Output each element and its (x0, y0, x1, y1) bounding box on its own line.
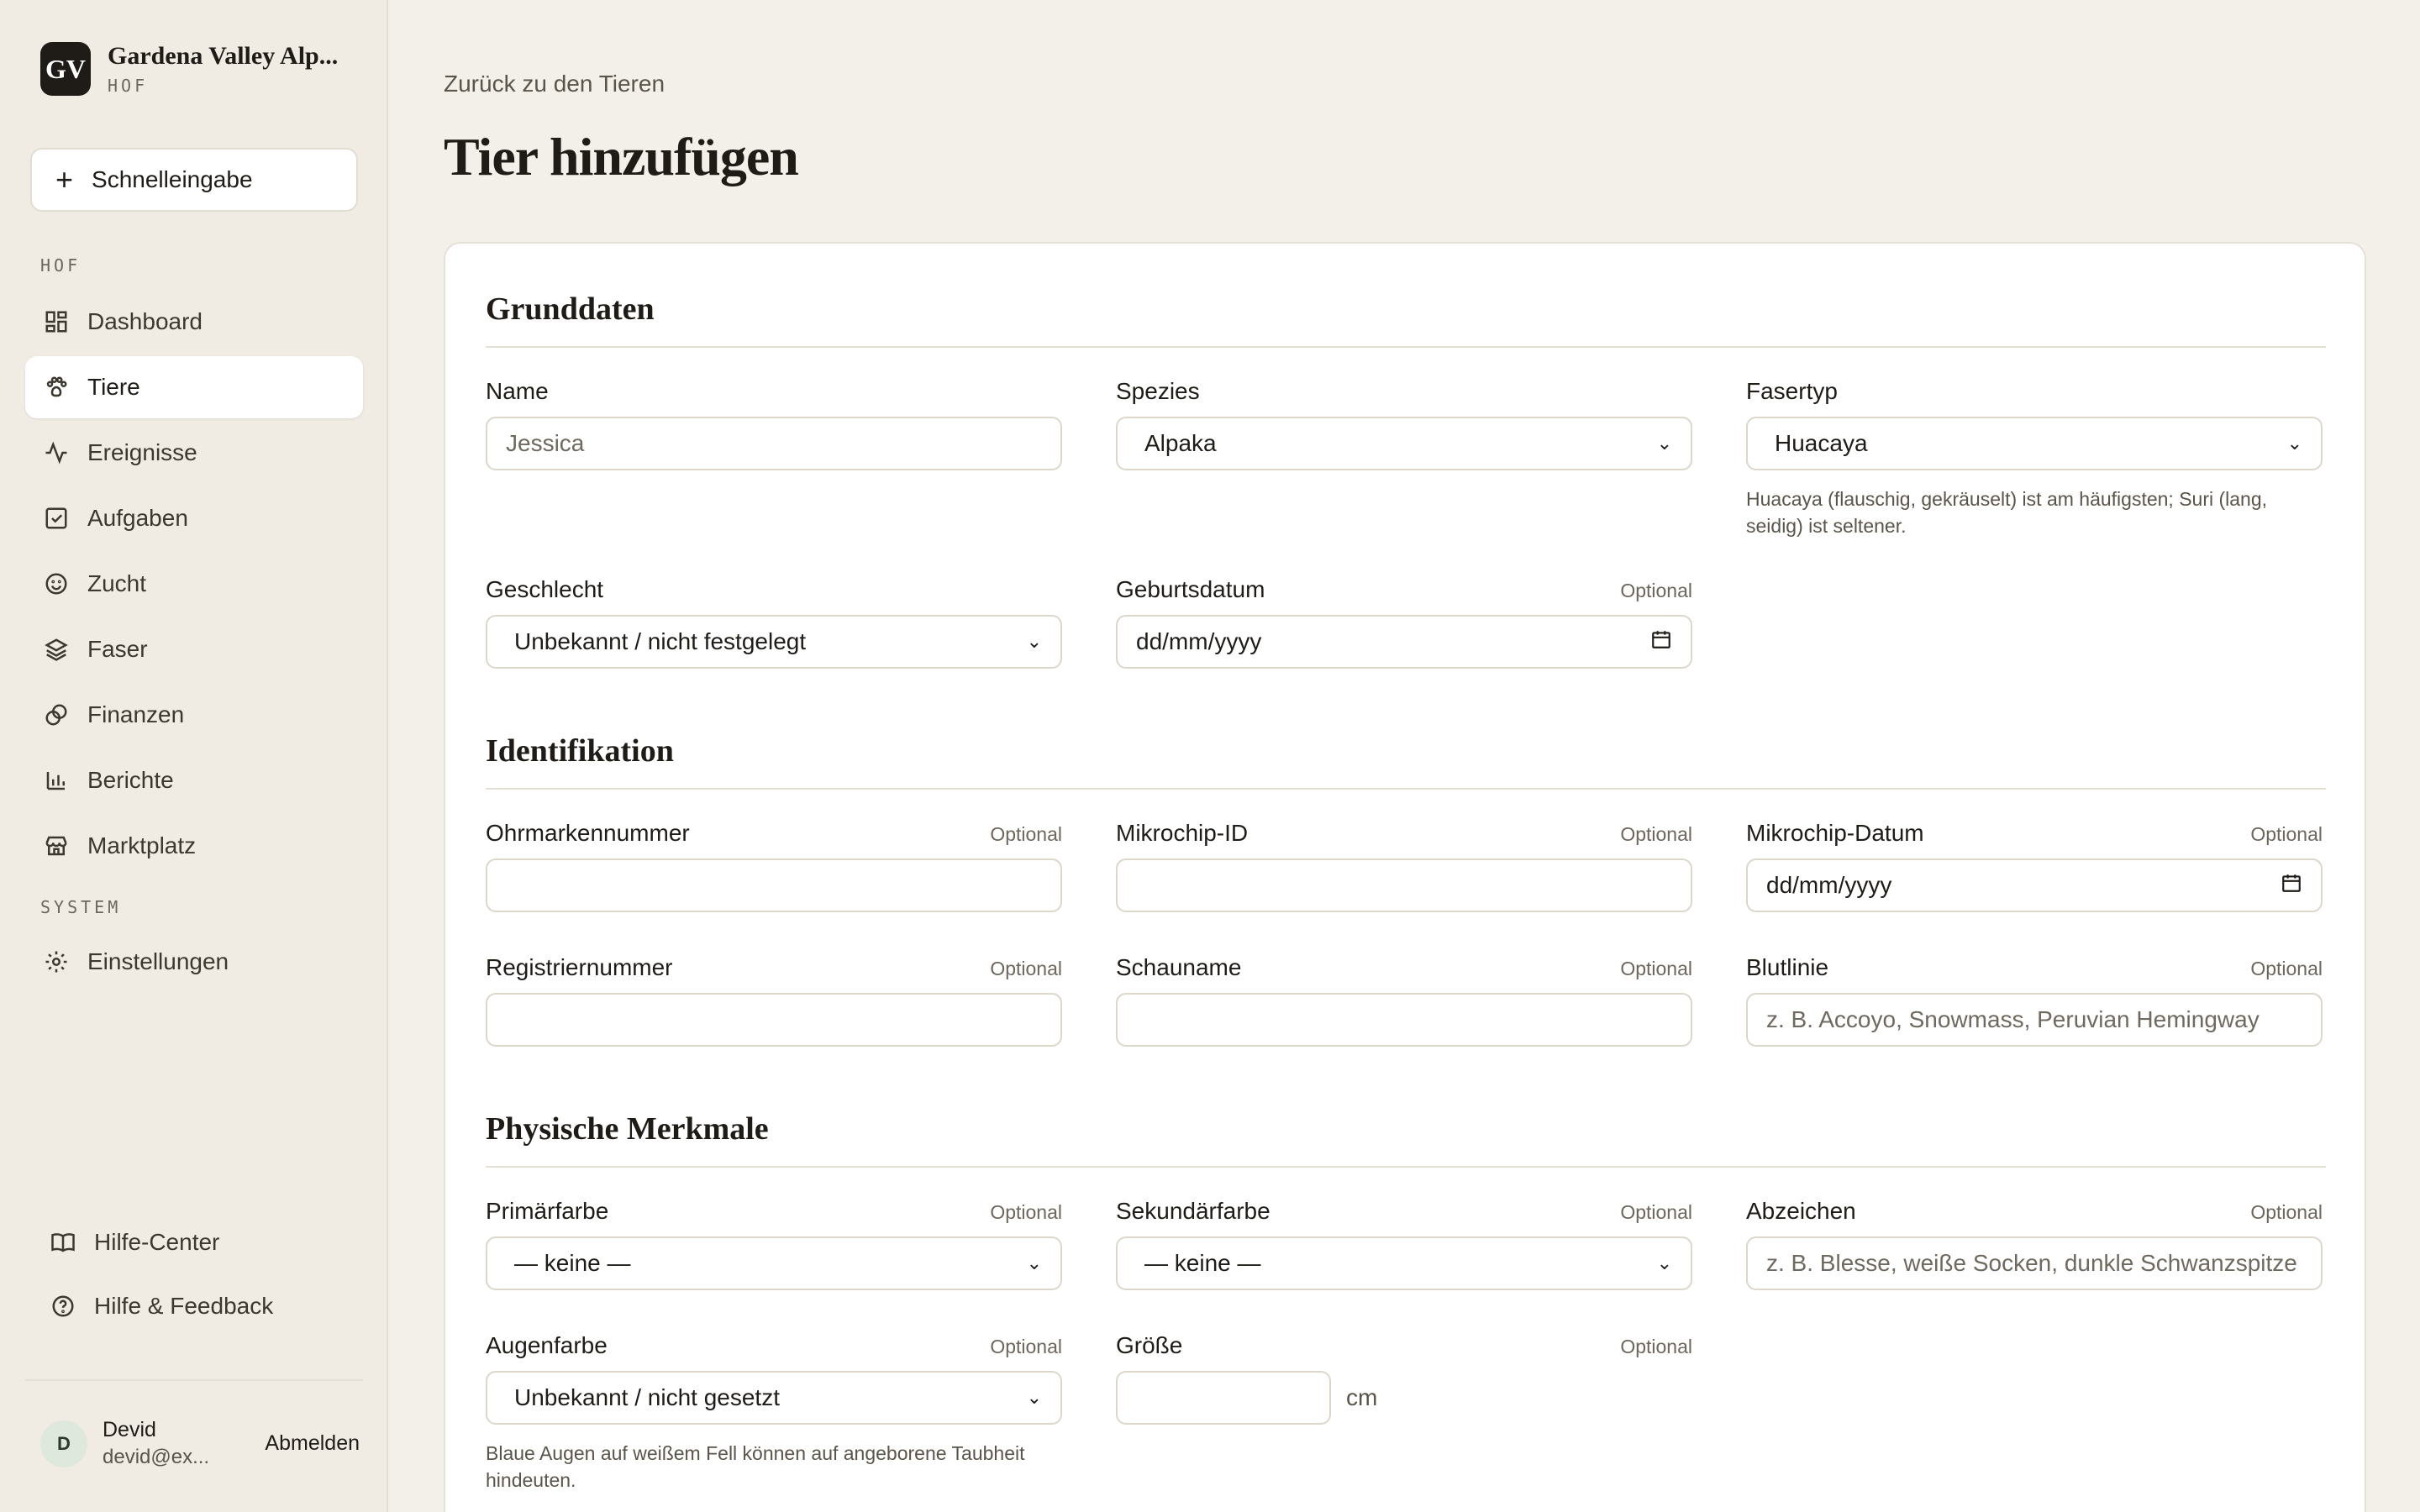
sidebar-item-berichte[interactable] (25, 749, 363, 811)
field-label: Geburtsdatum (1116, 576, 1265, 602)
fasertyp-hint: Huacaya (flauschig, gekräuselt) ist am häufigsten; Suri (lang, seidig) ist seltener. (1746, 488, 2268, 538)
spezies-select[interactable] (1116, 417, 1692, 470)
field-label: Mikrochip-ID (1116, 820, 1249, 846)
mikrochip-datum-input[interactable] (1746, 858, 2323, 912)
gear-icon (42, 948, 71, 976)
chevron-down-icon: ⌄ (1656, 1252, 1672, 1273)
groesse-input[interactable] (1116, 1371, 1331, 1425)
nav-section-system: SYSTEM (40, 897, 122, 917)
optional-label: Optional (990, 958, 1062, 979)
name-input[interactable]: Jessica (486, 417, 1062, 470)
groesse-field (1116, 1332, 1692, 1425)
section-title-identifikation: Identifikation (486, 733, 674, 769)
section-divider (486, 346, 2326, 348)
sidebar-item-faser[interactable] (25, 618, 363, 680)
select-value: Unbekannt / nicht festgelegt (514, 628, 807, 654)
optional-label: Optional (990, 823, 1062, 845)
sidebar-item-dashboard[interactable] (25, 291, 363, 353)
field-label: Primärfarbe (486, 1198, 609, 1224)
sidebar-item-hilfe-center[interactable] (32, 1211, 370, 1273)
field-label: Mikrochip-Datum (1746, 820, 1924, 846)
avatar[interactable]: D (40, 1420, 87, 1467)
select-value: — keine — (1144, 1250, 1261, 1276)
spezies-field (1116, 378, 1692, 470)
blutlinie-field (1746, 954, 2323, 1047)
sidebar-item-label: Einstellungen (87, 948, 229, 974)
field-label: Blutlinie (1746, 954, 1829, 980)
bar-chart-icon (42, 766, 71, 795)
field-label: Registriernummer (486, 954, 673, 980)
unit-label: cm (1346, 1384, 1378, 1410)
field-label: Abzeichen (1746, 1198, 1856, 1224)
optional-label: Optional (1620, 1336, 1692, 1357)
section-divider (486, 788, 2326, 790)
back-link[interactable]: Zurück zu den Tieren (444, 71, 666, 97)
chevron-down-icon: ⌄ (1656, 433, 1672, 454)
registriernummer-field (486, 954, 1062, 1047)
sidebar-item-tiere[interactable] (25, 356, 363, 418)
activity-icon (42, 438, 71, 467)
optional-label: Optional (990, 1201, 1062, 1223)
section-title-grunddaten: Grunddaten (486, 291, 655, 327)
sidebar-item-aufgaben[interactable] (25, 487, 363, 549)
sidebar-item-label: Berichte (87, 767, 174, 793)
sidebar-item-label: Finanzen (87, 701, 185, 727)
sidebar-item-label: Faser (87, 636, 148, 662)
sidebar-item-label: Dashboard (87, 308, 203, 334)
augenfarbe-field (486, 1332, 1062, 1494)
select-value: Alpaka (1144, 430, 1217, 456)
select-value: — keine — (514, 1250, 631, 1276)
chevron-down-icon: ⌄ (1026, 1387, 1042, 1408)
abzeichen-field (1746, 1198, 2323, 1290)
user-panel (40, 1418, 360, 1469)
optional-label: Optional (1620, 1201, 1692, 1223)
fasertyp-field (1746, 378, 2323, 539)
user-email: devid@ex... (103, 1446, 210, 1468)
brand-name: Gardena Valley Alp... (108, 42, 339, 70)
sekundaerfarbe-select[interactable] (1116, 1236, 1692, 1290)
sidebar-item-label: Hilfe-Center (94, 1229, 220, 1255)
coins-icon (42, 701, 71, 729)
brand[interactable] (40, 42, 338, 96)
field-label: Ohrmarkennummer (486, 820, 690, 846)
sidebar-item-label: Marktplatz (87, 832, 197, 858)
quick-entry-button[interactable] (30, 148, 358, 212)
augenfarbe-hint: Blaue Augen auf weißem Fell können auf angeborene Taubheit hindeuten. (486, 1442, 1025, 1492)
geburtsdatum-field (1116, 576, 1692, 669)
sidebar-item-label: Hilfe & Feedback (94, 1293, 274, 1319)
sidebar-item-label: Zucht (87, 570, 147, 596)
mikrochip-id-field (1116, 820, 1692, 912)
help-circle-icon (49, 1292, 77, 1320)
optional-label: Optional (1620, 823, 1692, 845)
primaerfarbe-field (486, 1198, 1062, 1290)
sidebar-item-label: Ereignisse (87, 439, 197, 465)
calendar-icon[interactable] (1650, 628, 1672, 656)
user-name: Devid (103, 1418, 156, 1441)
schauname-field (1116, 954, 1692, 1047)
field-label: Name (486, 378, 549, 404)
brand-logo: GV (40, 42, 91, 96)
logout-button[interactable]: Abmelden (265, 1431, 360, 1455)
date-placeholder: dd/mm/yyyy (1766, 872, 1892, 898)
ohrmarke-input[interactable] (486, 858, 1062, 912)
sidebar-item-label: Tiere (87, 374, 140, 400)
calendar-icon[interactable] (2281, 872, 2302, 900)
book-icon (49, 1228, 77, 1257)
section-title-physisch: Physische Merkmale (486, 1111, 769, 1147)
sidebar-item-finanzen[interactable] (25, 684, 363, 746)
chevron-down-icon: ⌄ (1026, 1252, 1042, 1273)
field-label: Schauname (1116, 954, 1242, 980)
sidebar-item-zucht[interactable] (25, 553, 363, 615)
chevron-down-icon: ⌄ (1026, 631, 1042, 652)
ohrmarke-field (486, 820, 1062, 912)
field-label: Spezies (1116, 378, 1200, 404)
field-label: Fasertyp (1746, 378, 1838, 404)
field-label: Sekundärfarbe (1116, 1198, 1270, 1224)
layers-icon (42, 635, 71, 664)
form-card (444, 242, 2366, 1512)
registriernummer-input[interactable] (486, 993, 1062, 1047)
optional-label: Optional (2250, 958, 2323, 979)
geschlecht-field (486, 576, 1062, 669)
dashboard-icon (42, 307, 71, 336)
plus-icon: + (55, 162, 74, 197)
sidebar-item-ereignisse[interactable] (25, 422, 363, 484)
mikrochip-datum-field (1746, 820, 2323, 912)
augenfarbe-select[interactable] (486, 1371, 1062, 1425)
paw-icon (42, 373, 71, 402)
field-label: Augenfarbe (486, 1332, 608, 1358)
date-placeholder: dd/mm/yyyy (1136, 628, 1262, 654)
blutlinie-input[interactable]: z. B. Accoyo, Snowmass, Peruvian Hemingway (1746, 993, 2323, 1047)
optional-label: Optional (990, 1336, 1062, 1357)
fasertyp-select[interactable] (1746, 417, 2323, 470)
checkbox-icon (42, 504, 71, 533)
sidebar-item-label: Aufgaben (87, 505, 188, 531)
page-title: Tier hinzufügen (444, 127, 798, 186)
optional-label: Optional (1620, 580, 1692, 601)
abzeichen-input[interactable]: z. B. Blesse, weiße Socken, dunkle Schwanzspitze (1746, 1236, 2323, 1290)
brand-subtitle: HOF (108, 76, 149, 96)
select-value: Unbekannt / nicht gesetzt (514, 1384, 780, 1410)
sekundaerfarbe-field (1116, 1198, 1692, 1290)
optional-label: Optional (2250, 823, 2323, 845)
field-label: Geschlecht (486, 576, 604, 602)
name-field (486, 378, 1062, 470)
field-label: Größe (1116, 1332, 1183, 1358)
schauname-input[interactable] (1116, 993, 1692, 1047)
sidebar-divider (25, 1379, 363, 1381)
sidebar-item-einstellungen[interactable] (25, 931, 363, 993)
geburtsdatum-input[interactable] (1116, 615, 1692, 669)
geschlecht-select[interactable] (486, 615, 1062, 669)
breeding-icon (42, 570, 71, 598)
mikrochip-id-input[interactable] (1116, 858, 1692, 912)
primaerfarbe-select[interactable] (486, 1236, 1062, 1290)
select-value: Huacaya (1775, 430, 1868, 456)
sidebar (0, 0, 388, 1512)
store-icon (42, 832, 71, 860)
nav-section-hof: HOF (40, 255, 82, 276)
chevron-down-icon: ⌄ (2286, 433, 2302, 454)
quick-entry-label: Schnelleingabe (92, 166, 253, 192)
optional-label: Optional (1620, 958, 1692, 979)
sidebar-item-hilfe-feedback[interactable] (32, 1275, 370, 1337)
optional-label: Optional (2250, 1201, 2323, 1223)
section-divider (486, 1166, 2326, 1168)
sidebar-item-marktplatz[interactable] (25, 815, 363, 877)
